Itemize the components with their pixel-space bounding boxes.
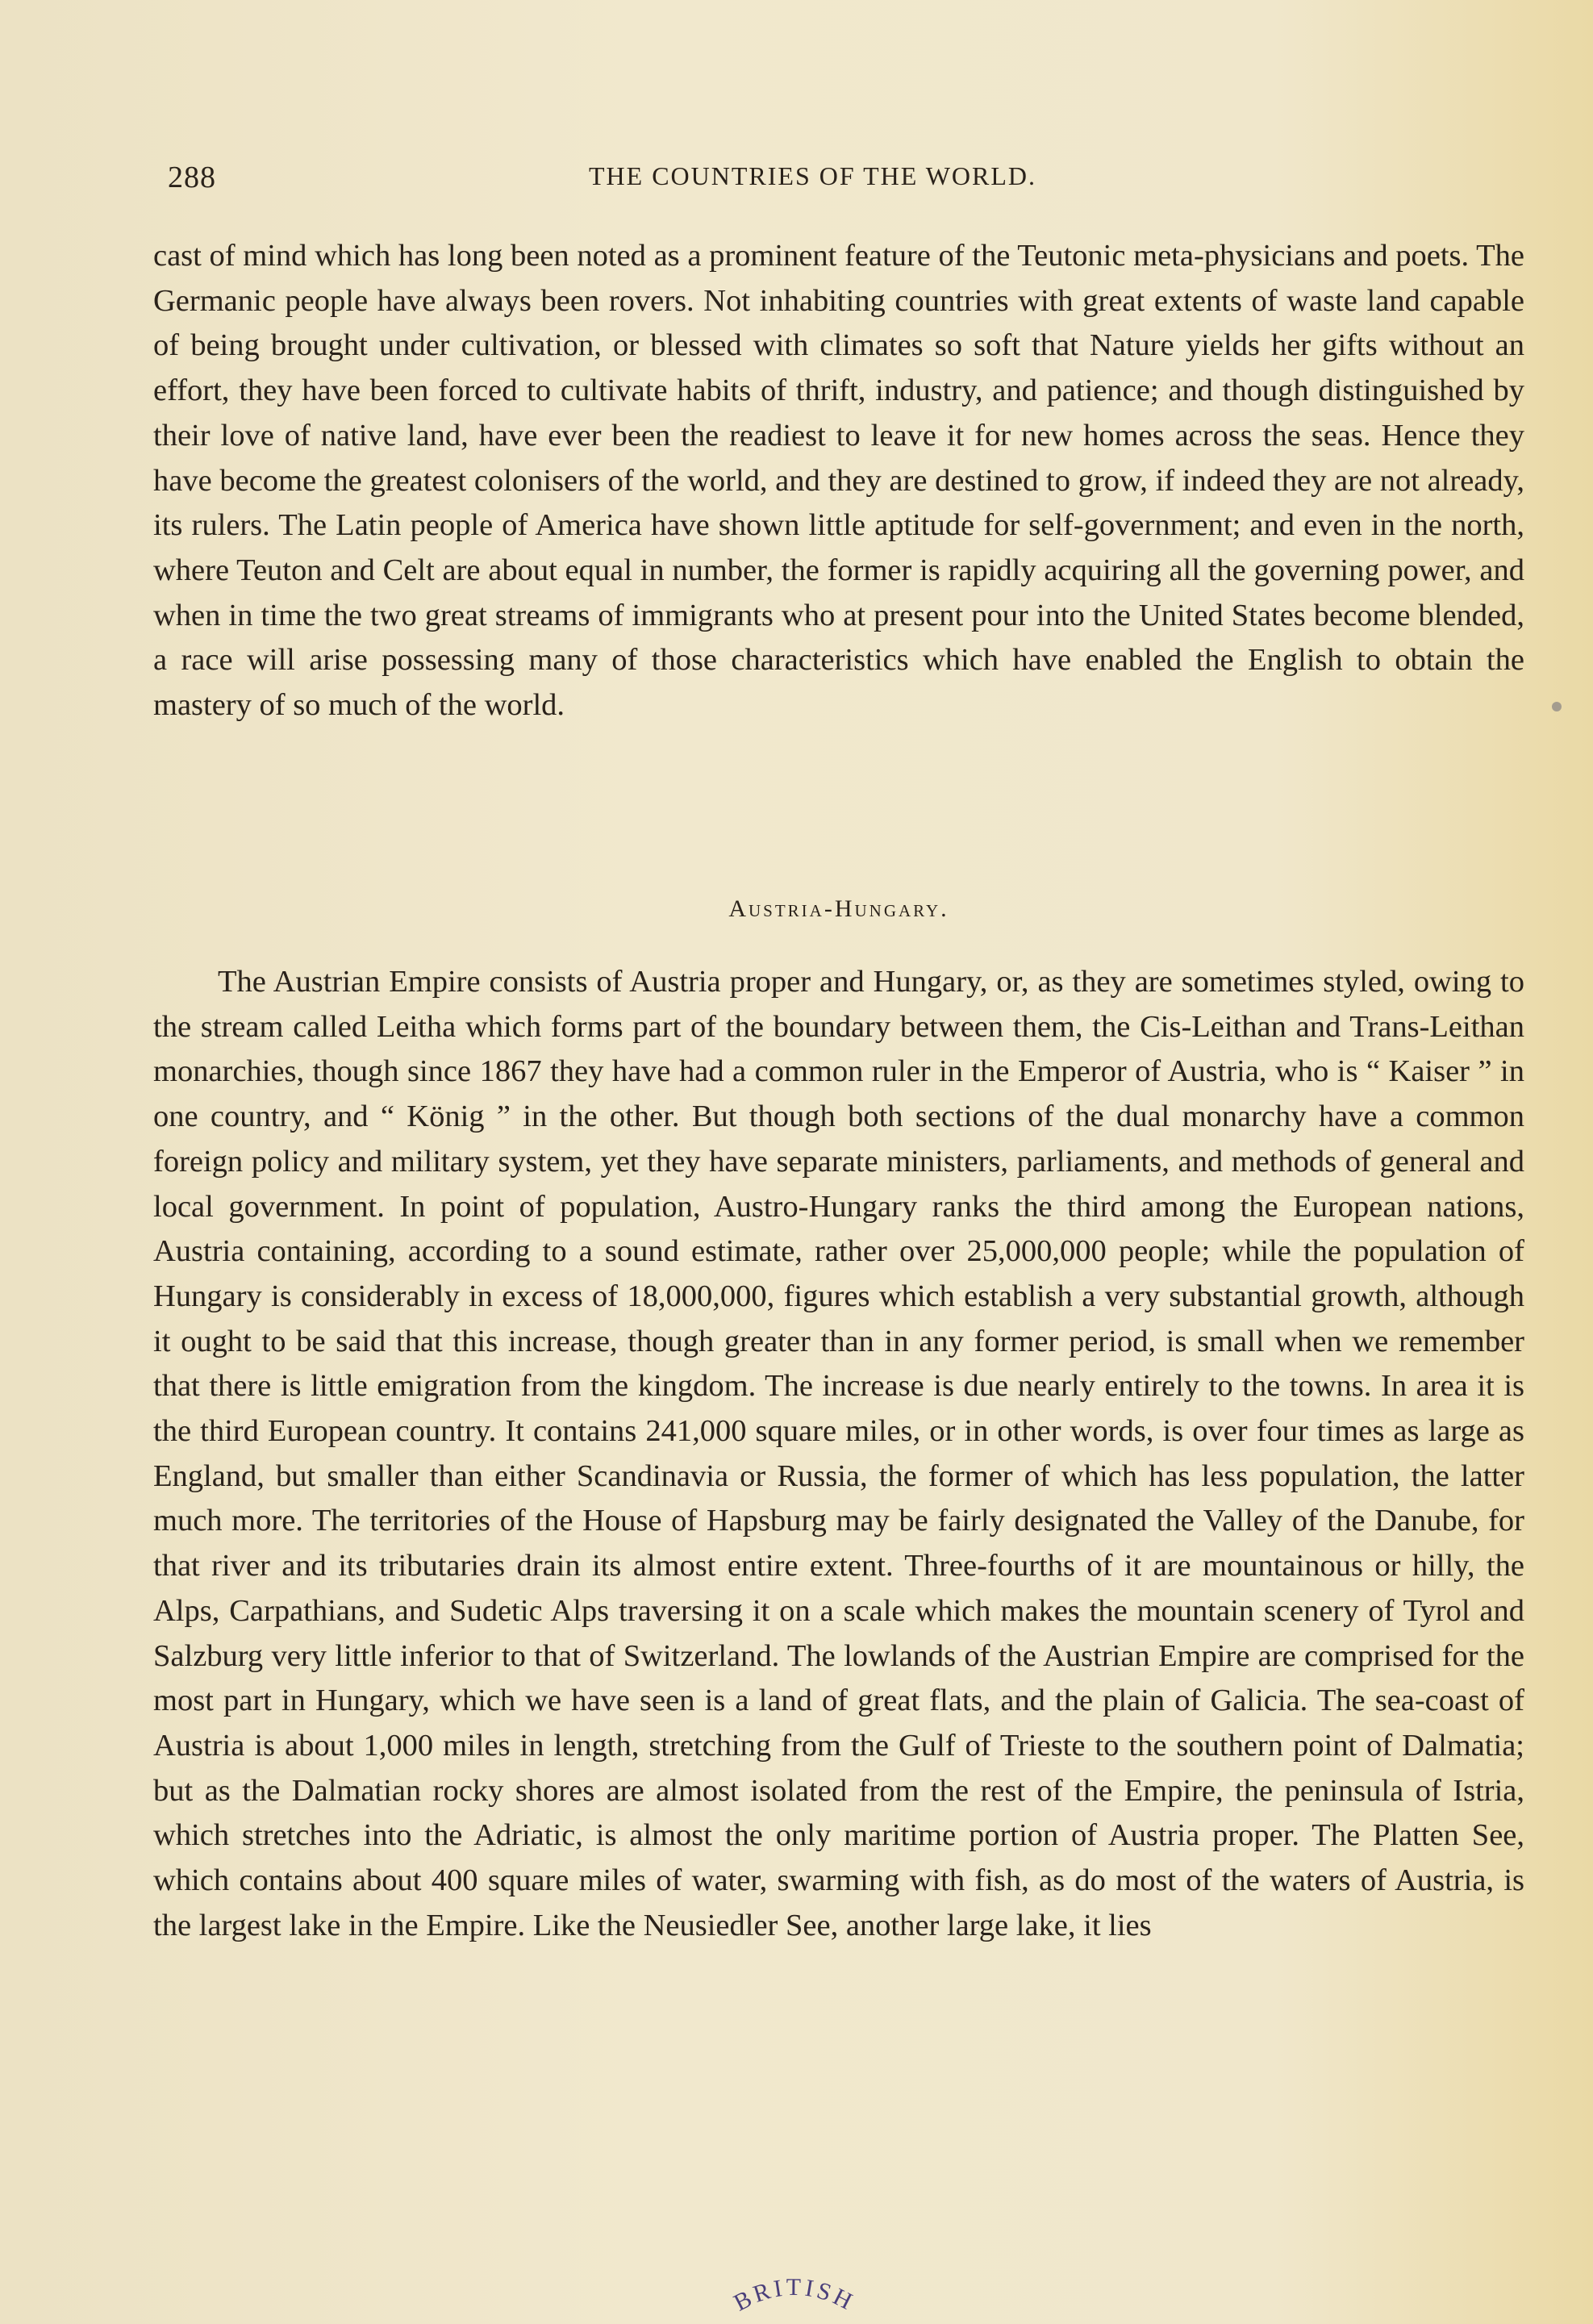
library-stamp-logo — [710, 2271, 879, 2324]
page-header — [153, 153, 1541, 194]
margin-spot — [1552, 702, 1562, 711]
running-title: THE COUNTRIES OF THE WORLD. — [589, 161, 1037, 190]
section-heading: Austria-Hungary. — [728, 895, 949, 922]
stamp-text: BRITISH — [729, 2273, 860, 2317]
page-number: 288 — [168, 161, 216, 194]
continued-paragraph: cast of mind which has long been noted as a prominent feature of the Teutonic meta-physicians and poets. The Germanic people have always been rovers. Not inhabiting countries with great extents of waste land capable of being brought under cultivation, or blessed with climates so soft that Nature yields her gifts without an effort, they have been forced to cultivate habits of thrift, industry, and patience; and though distinguished by their love of native land, have ever been the readiest to leave it for new homes across the seas. Hence they have become the greatest colonisers of the world, and they are destined to grow, if indeed they are not already, its rulers. The Latin people of America have shown little aptitude for self-government; and even in the north, where Teuton and Celt are about equal in number, the former is rapidly acquiring all the governing power, and when in time the two great streams of immigrants who at present pour into the United States become blended, a race will arise possessing many of those characteristics which have enabled the English to obtain the mastery of so much of the world. — [153, 239, 1524, 723]
austria-hungary-paragraph: The Austrian Empire consists of Austria proper and Hungary, or, as they are sometimes styled, owing to the stream called Leitha which forms part of the boundary between them, the Cis-Leithan and Trans-Leithan monarchies, though since 1867 they have had a common ruler in the Emperor of Austria, who is “ Kaiser ” in one country, and “ König ” in the other. But though both sections of the dual monarchy have a common foreign policy and military system, yet they have separate ministers, parliaments, and methods of general and local government. In point of population, Austro-Hungary ranks the third among the European nations, Austria containing, according to a sound estimate, rather over 25,000,000 people; while the population of Hungary is considerably in excess of 18,000,000, figures which establish a very substantial growth, although it ought to be said that this increase, though greater than in any former period, is small when we remember that there is little emigration from the kingdom. The increase is due nearly entirely to the towns. In area it is the third European country. It contains 241,000 square miles, or in other words, is over four times as large as England, but smaller than either Scandinavia or Russia, the former of which has less population, the latter much more. The territories of the House of Hapsburg may be fairly designated the Valley of the Danube, for that river and its tributaries drain its almost entire extent. Three-fourths of it are mountainous or hilly, the Alps, Carpathians, and Sudetic Alps traversing it on a scale which makes the mountain scenery of Tyrol and Salzburg very little inferior to that of Switzerland. The lowlands of the Austrian Empire are comprised for the most part in Hungary, which we have seen is a land of great flats, and the plain of Galicia. The sea-coast of Austria is about 1,000 miles in length, stretching from the Gulf of Trieste to the southern point of Dalmatia; but as the Dalmatian rocky shores are almost isolated from the rest of the Empire, the peninsula of Istria, which stretches into the Adriatic, is almost the only maritime portion of Austria proper. The Platten See, which contains about 400 square miles of water, swarming with fish, as do most of the waters of Austria, is the largest lake in the Empire. Like the Neusiedler See, another large lake, it lies — [153, 965, 1524, 1942]
